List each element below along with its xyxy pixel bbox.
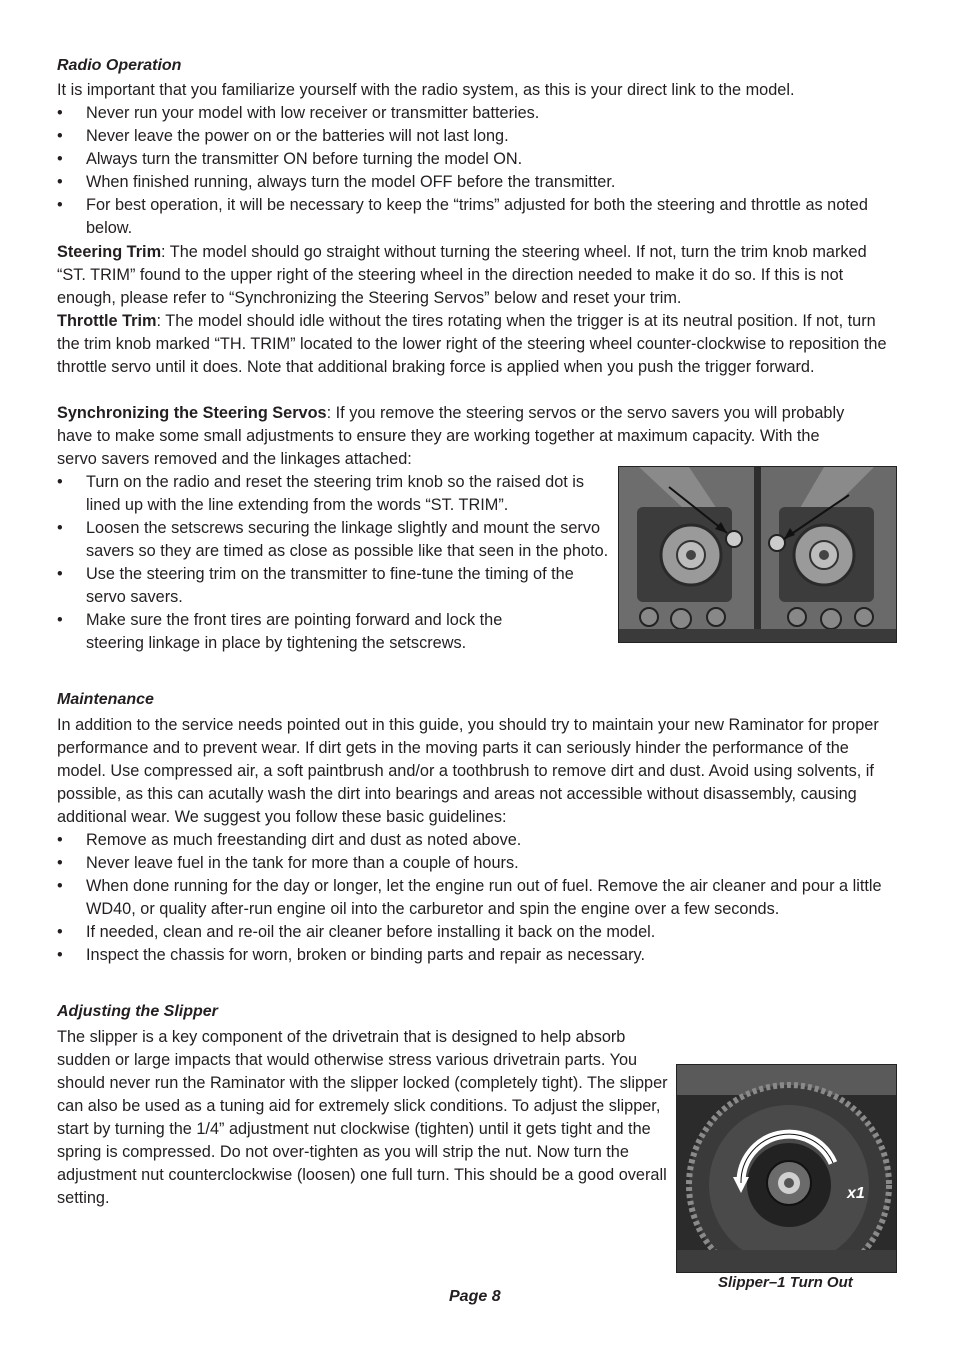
list-item: • Loosen the setscrews securing the linkage slightly and mount the servo savers so they are timed as close as possible like that seen in the photo. xyxy=(57,517,617,563)
list-item: • Use the steering trim on the transmitter to fine-tune the timing of the servo savers. xyxy=(57,563,617,609)
radio-bullets xyxy=(57,102,902,240)
sync-servos-text: : If you remove the steering servos or the servo savers you will probably have to make some small adjustments to ensure they are working together at maximum capacity. With the servo savers removed and the linkages attached: xyxy=(57,404,845,468)
sync-servos-label: Synchronizing the Steering Servos xyxy=(57,404,327,422)
list-item: • Inspect the chassis for worn, broken or binding parts and repair as necessary. xyxy=(57,944,897,967)
slipper-photo xyxy=(676,1064,897,1273)
sync-servos-paragraph xyxy=(57,402,852,471)
steering-trim-paragraph xyxy=(57,241,897,310)
list-item: • For best operation, it will be necessary to keep the “trims” adjusted for both the steering and throttle as noted below. xyxy=(57,194,902,240)
maintenance-heading: Maintenance xyxy=(57,691,154,708)
throttle-trim-text: : The model should idle without the tires rotating when the trigger is at its neutral position. If not, turn the trim knob marked “TH. TRIM” located to the lower right of the steering wheel counter-clockwise to reposition the throttle servo until it does. Note that additional braking force is applied when you push the trigger forward. xyxy=(57,312,887,376)
list-item: • When finished running, always turn the model OFF before the transmitter. xyxy=(57,171,902,194)
slipper-heading: Adjusting the Slipper xyxy=(57,1003,218,1020)
list-item: • Never leave fuel in the tank for more than a couple of hours. xyxy=(57,852,897,875)
sync-servos-bullets xyxy=(57,471,617,655)
list-item: • Always turn the transmitter ON before turning the model ON. xyxy=(57,148,902,171)
list-item: • Remove as much freestanding dirt and dust as noted above. xyxy=(57,829,897,852)
maintenance-text: In addition to the service needs pointed out in this guide, you should try to maintain your new Raminator for proper performance and to prevent wear. If dirt gets in the moving parts it can seriously hinder the performance of the model. Use compressed air, a soft paintbrush and/or a toothbrush to remove dirt and dust. Avoid using solvents, if possible, as this can acutally wash the dirt into bearings and areas not accessible without disassembly, causing additional wear. We suggest you follow these basic guidelines: xyxy=(57,716,879,826)
list-item: • When done running for the day or longer, let the engine run out of fuel. Remove the air cleaner and pour a little WD40, or quality after-run engine oil into the carburetor and spin the engine over a few seconds. xyxy=(57,875,897,921)
servo-savers-photo xyxy=(618,466,897,643)
radio-operation-heading: Radio Operation xyxy=(57,57,182,74)
list-item: • Never leave the power on or the batteries will not last long. xyxy=(57,125,902,148)
turn-count-label: x1 xyxy=(847,1185,865,1202)
throttle-trim-paragraph xyxy=(57,310,902,379)
steering-trim-text: : The model should go straight without turning the steering wheel. If not, turn the trim knob marked “ST. TRIM” found to the upper right of the steering wheel in the direction needed to make it do so. If this is not enough, please refer to “Synchronizing the Steering Servos” below and reset your trim. xyxy=(57,243,867,307)
radio-intro: It is important that you familiarize yourself with the radio system, as this is your direct link to the model. xyxy=(57,81,795,99)
slipper-text: The slipper is a key component of the drivetrain that is designed to help absorb sudden or large impacts that would otherwise stress various drivetrain parts. You should never run the Raminator with the slipper locked (completely tight). The slipper can also be used as a tuning aid for extremely slick conditions. To adjust the slipper, start by turning the 1/4” adjustment nut clockwise (tighten) until it gets tight and the spring is compressed. Do not over-tighten as you will strip the nut. Now turn the adjustment nut counterclockwise (loosen) one full turn. This should be a good overall setting. xyxy=(57,1028,668,1207)
list-item: • Make sure the front tires are pointing forward and lock the steering linkage in place by tightening the setscrews. xyxy=(57,609,617,655)
slipper-caption: Slipper–1 Turn Out xyxy=(718,1274,853,1291)
list-item: • Never run your model with low receiver or transmitter batteries. xyxy=(57,102,902,125)
list-item: • If needed, clean and re-oil the air cleaner before installing it back on the model. xyxy=(57,921,897,944)
page-number: Page 8 xyxy=(449,1288,501,1305)
steering-trim-label: Steering Trim xyxy=(57,243,162,261)
list-item: • Turn on the radio and reset the steering trim knob so the raised dot is lined up with the line extending from the words “ST. TRIM”. xyxy=(57,471,617,517)
maintenance-bullets xyxy=(57,829,897,967)
throttle-trim-label: Throttle Trim xyxy=(57,312,157,330)
